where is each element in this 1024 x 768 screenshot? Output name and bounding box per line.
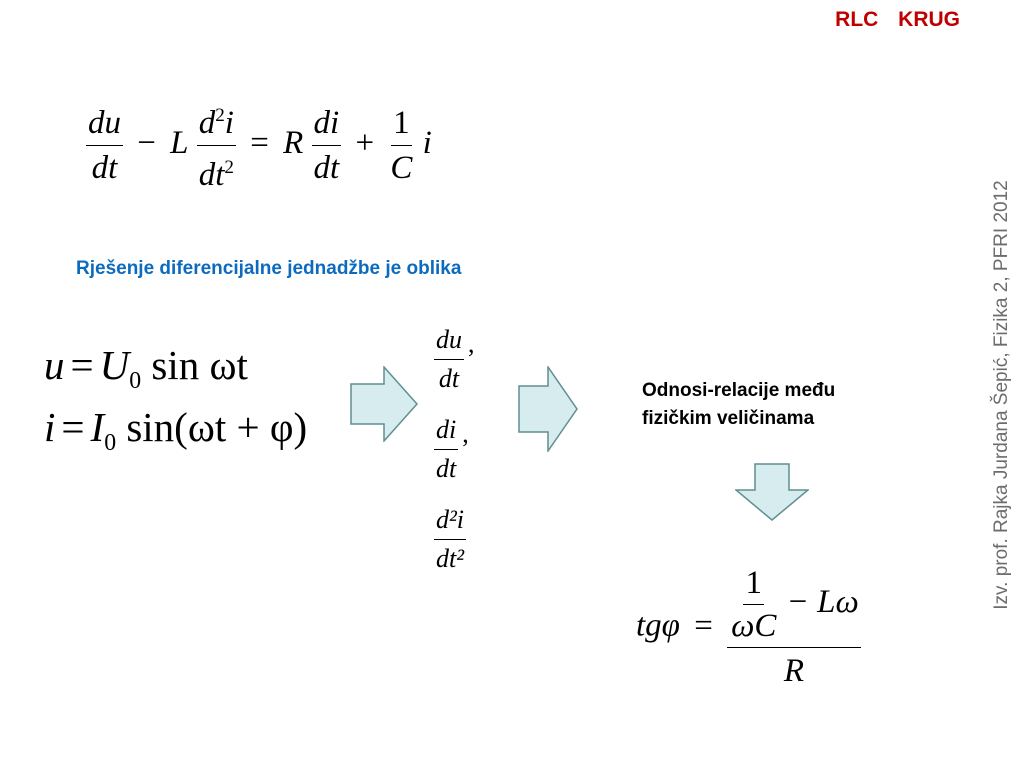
voltage-equation: $u = U_0$ sin ωt	[44, 342, 248, 395]
minus-sign: −	[137, 125, 156, 162]
current-symbol: i	[422, 125, 432, 162]
plus-sign: +	[355, 125, 375, 162]
fraction-di-dt: $\frac{di}{dt}$	[313, 105, 340, 186]
inductance-symbol: L	[170, 125, 189, 162]
side-caption: Izv. prof. Rajka Jurdana Šepić, Fizika 2, PFRI 2012	[991, 180, 1012, 610]
slide-title: RLC KRUG	[835, 8, 960, 31]
derivative-du-dt: $\frac{du}{dt}$ ,	[436, 324, 475, 393]
resistance-symbol: R	[283, 125, 304, 162]
current-equation: $i = I_0$ sin(ωt + φ)	[44, 404, 308, 457]
derivative-d2i-dt2: $\frac{\text{d²i}}{\text{dt²}}$	[436, 504, 465, 573]
fraction-du-dt: $\frac{du}{dt}$	[88, 105, 121, 186]
fraction-1-c: $\frac{1}{C}$	[390, 105, 413, 186]
relations-text: Odnosi-relacije među fizičkim veličinama	[642, 380, 836, 429]
fraction-phase: $\frac{1}{\omega C}$ − Lω R	[727, 566, 861, 690]
derivatives-list	[434, 314, 475, 584]
arrow-down-icon	[735, 463, 809, 521]
differential-equation	[86, 98, 432, 193]
arrow-right-icon	[518, 366, 578, 452]
derivative-di-dt: $\frac{di}{dt}$ ,	[436, 414, 469, 483]
equals-sign: =	[250, 125, 269, 162]
solution-equations	[44, 342, 307, 466]
arrow-right-icon	[350, 366, 418, 442]
fraction-d2i-dt2: $\frac{d^2i}{dt^2}$	[197, 98, 236, 193]
solution-text: Rješenje diferencijalne jednadžbe je oblika	[76, 258, 462, 279]
phase-angle-equation: tgφ = $\frac{1}{\omega C}$ − Lω R	[636, 565, 859, 689]
